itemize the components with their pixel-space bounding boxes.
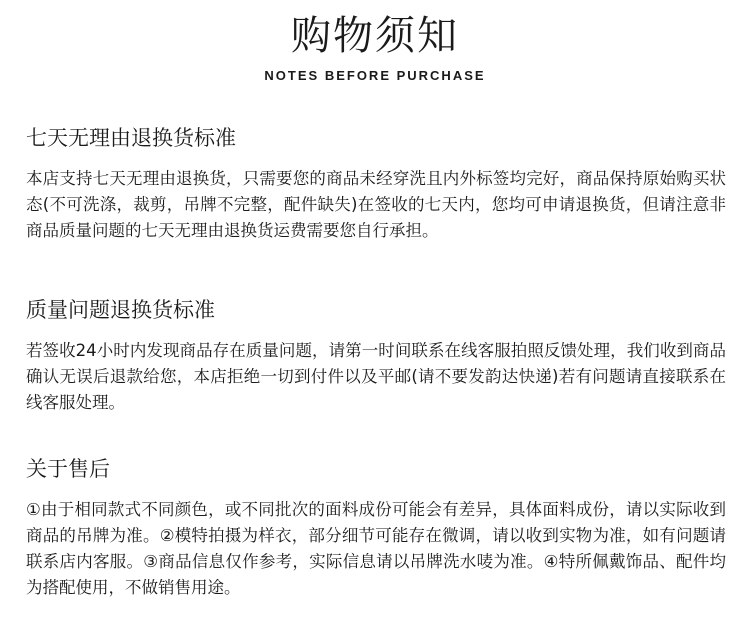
page-subtitle: NOTES BEFORE PURCHASE — [264, 68, 486, 83]
section-heading: 关于售后 — [26, 457, 110, 481]
section-body: 若签收24小时内发现商品存在质量问题，请第一时间联系在线客服拍照反馈处理，我们收到商品确认无误后退款给您，本店拒绝一切到付件以及平邮(请不要发韵达快递)若有问题请直接联系在线客服处理。 — [26, 341, 726, 412]
section-body: 本店支持七天无理由退换货，只需要您的商品未经穿洗且内外标签均完好，商品保持原始购买状态(不可洗涤，裁剪，吊牌不完整，配件缺失)在签收的七天内，您均可申请退换货，但请注意非商品质量问题的七天无理由退换货运费需要您自行承担。 — [26, 169, 726, 240]
section-quality-returns — [26, 296, 726, 416]
section-heading: 七天无理由退换货标准 — [26, 126, 236, 150]
section-seven-day-returns — [26, 124, 726, 244]
section-after-sales — [26, 455, 726, 601]
page-title: 购物须知 — [291, 13, 459, 59]
section-heading: 质量问题退换货标准 — [26, 298, 215, 322]
section-body: ①由于相同款式不同颜色，或不同批次的面料成份可能会有差异，具体面料成份，请以实际收到商品的吊牌为准。②模特拍摄为样衣，部分细节可能存在微调，请以收到实物为准，如有问题请联系店内客服。③商品信息仅作参考，实际信息请以吊牌洗水唛为准。④特所佩戴饰品、配件均为搭配使用，不做销售用途。 — [26, 500, 726, 597]
page-header — [0, 8, 750, 83]
